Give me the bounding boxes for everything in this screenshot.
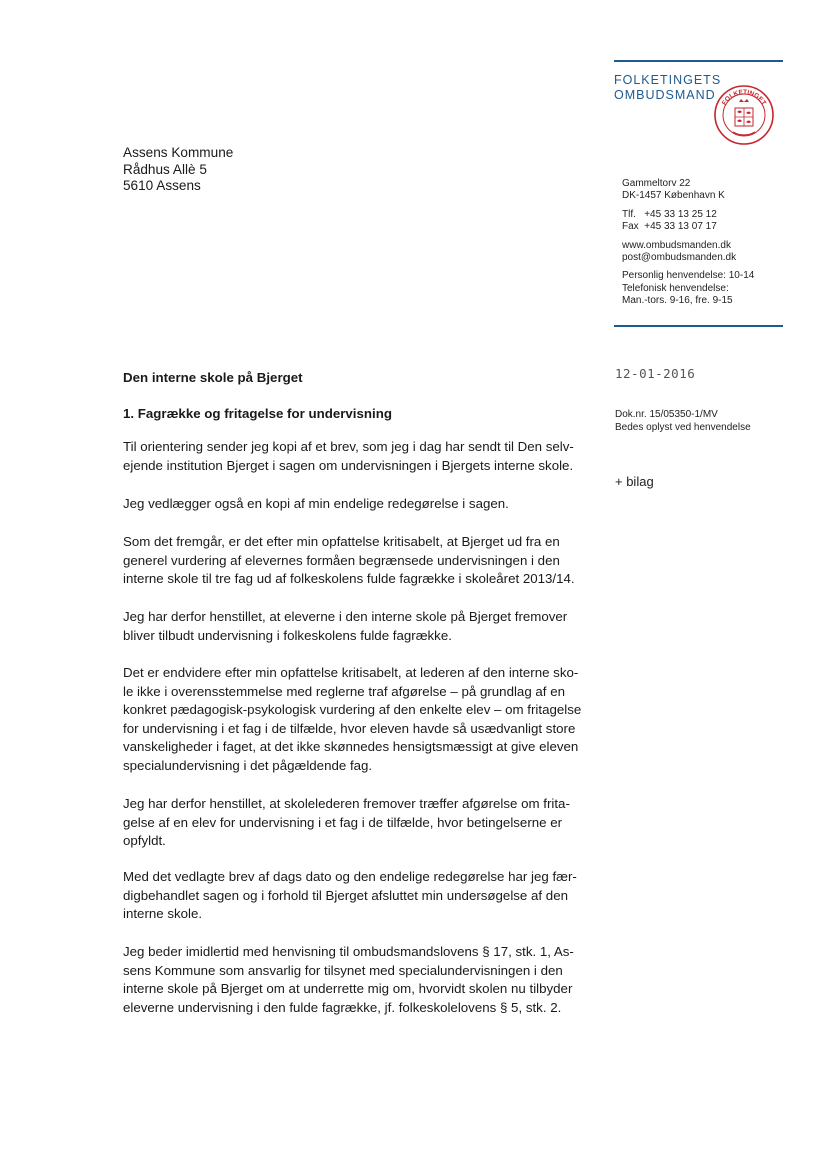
body-paragraph [123, 943, 593, 1017]
contact-address1: Gammeltorv 22 [622, 178, 691, 189]
paragraph-line: Som det fremgår, er det efter min opfattelse kritisabelt, at Bjerget ud fra en [123, 534, 560, 549]
recipient-street: Rådhus Allè 5 [123, 161, 207, 177]
body-paragraph [123, 664, 593, 776]
paragraph-line: bliver tilbudt undervisning i folkeskolens fulde fagrække. [123, 627, 452, 643]
body-paragraph [123, 608, 593, 645]
doc-number: Dok.nr. 15/05350-1/MV [615, 409, 718, 420]
recipient-name: Assens Kommune [123, 145, 234, 160]
paragraph-line: gelse af en elev for undervisning i et fag i de tilfælde, hvor betingelserne er [123, 814, 563, 830]
document-number [615, 409, 751, 434]
paragraph-line: Jeg har derfor henstillet, at eleverne i den interne skole på Bjerget fremover [123, 609, 568, 624]
paragraph-line: Med det vedlagte brev af dags dato og den endelige redegørelse har jeg fær- [123, 869, 577, 884]
contact-phone: Tlf. +45 33 13 25 12 [622, 208, 717, 220]
paragraph-line: Jeg har derfor henstillet, at skolelederen fremover træffer afgørelse om frita- [123, 796, 570, 811]
section-title: 1. Fagrække og fritagelse for undervisning [123, 406, 392, 421]
body-paragraph [123, 533, 593, 589]
paragraph-line: interne skole. [123, 906, 203, 922]
body-paragraph [123, 438, 593, 475]
body-paragraph [123, 868, 593, 924]
paragraph-line: interne skole på Bjerget om at underrette mig om, hvorvidt skolen nu tilbyder [123, 981, 573, 997]
paragraph-line: konkret pædagogisk-psykologisk vurdering af den enkelte elev – om fritagelse [123, 702, 582, 718]
attachment-note: + bilag [615, 474, 654, 489]
paragraph-line: vanskeligheder i faget, at det ikke skønnedes hensigtsmæssigt at give eleven [123, 739, 579, 755]
paragraph-line: generel vurdering af elevernes formåen begrænsede undervisningen i den [123, 552, 560, 568]
contact-fax: Fax +45 33 13 07 17 [622, 221, 717, 233]
body-paragraph [123, 495, 593, 514]
paragraph-line: opfyldt. [123, 833, 166, 849]
paragraph-line: for undervisning i et fag i de tilfælde, hvor eleven havde så usædvanligt store [123, 720, 576, 736]
paragraph-line: interne skole til tre fag ud af folkeskolens fulde fagrække i skoleåret 2013/14. [123, 571, 575, 587]
org-name-line2: OMBUDSMAND [614, 88, 716, 102]
contact-hours-phone: Man.-tors. 9-16, fre. 9-15 [622, 295, 733, 307]
paragraph-line: specialundervisning i det pågældende fag. [123, 757, 373, 773]
paragraph-line: eleverne undervisning i den fulde fagrække, jf. folkeskolelovens § 5, stk. 2. [123, 999, 562, 1015]
contact-address2: DK-1457 København K [622, 190, 725, 202]
organization-name [614, 73, 721, 103]
ombudsman-seal-icon [713, 84, 775, 146]
header-rule-top [614, 60, 783, 62]
paragraph-line: le ikke i overensstemmelse med reglerne traf afgørelse – på grundlag af en [123, 683, 565, 699]
letter-subject: Den interne skole på Bjerget [123, 370, 303, 385]
contact-hours-phone-label: Telefonisk henvendelse: [622, 282, 729, 294]
org-name-line1: FOLKETINGETS [614, 73, 722, 87]
recipient-city: 5610 Assens [123, 178, 201, 193]
contact-info [622, 178, 754, 314]
paragraph-line: Det er endvidere efter min opfattelse kritisabelt, at lederen af den interne sko- [123, 665, 579, 680]
body-paragraph [123, 795, 593, 851]
header-rule-bottom [614, 325, 783, 327]
paragraph-line: sens Kommune som ansvarlig for tilsynet med specialundervisningen i den [123, 962, 563, 978]
doc-note: Bedes oplyst ved henvendelse [615, 421, 751, 433]
paragraph-line: Jeg vedlægger også en kopi af min endelige redegørelse i sagen. [123, 496, 509, 511]
contact-hours-personal: Personlig henvendelse: 10-14 [622, 270, 755, 282]
seal-text: FOLKETINGET [720, 88, 768, 107]
paragraph-line: Til orientering sender jeg kopi af et brev, som jeg i dag har sendt til Den selv- [123, 439, 574, 454]
recipient-address [123, 145, 233, 195]
contact-email-link[interactable]: post@ombudsmanden.dk [622, 252, 737, 264]
paragraph-line: digbehandlet sagen og i forhold til Bjerget afsluttet min undersøgelse af den [123, 887, 568, 903]
paragraph-line: ejende institution Bjerget i sagen om undervisningen i Bjergets interne skole. [123, 457, 574, 473]
letter-date: 12-01-2016 [615, 366, 696, 381]
paragraph-line: Jeg beder imidlertid med henvisning til ombudsmandslovens § 17, stk. 1, As- [123, 944, 574, 959]
contact-web-link[interactable]: www.ombudsmanden.dk [622, 239, 731, 251]
